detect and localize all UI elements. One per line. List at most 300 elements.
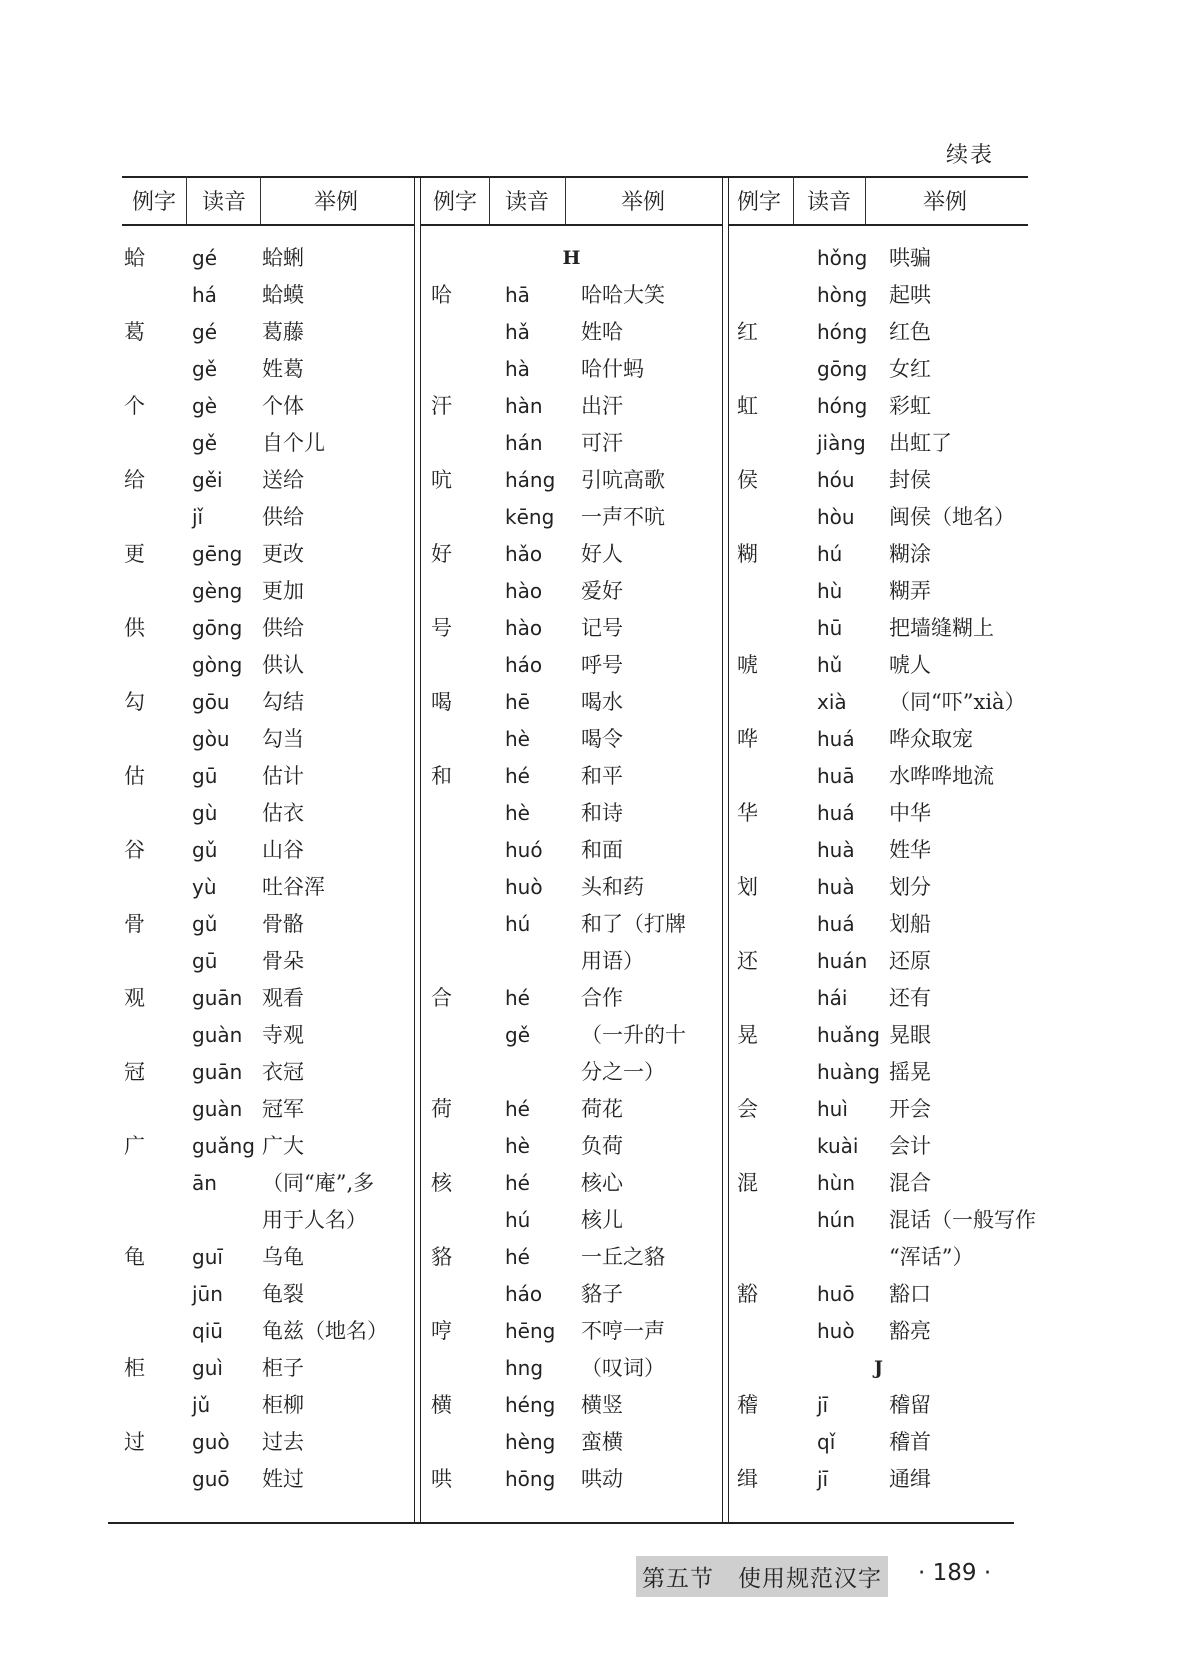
reading: hé [505, 1097, 530, 1121]
example-word: 封侯 [889, 468, 931, 492]
header-reading: 读音 [807, 190, 852, 215]
table-header [729, 176, 1028, 224]
table-row [729, 277, 1028, 314]
example-char: 划 [737, 875, 758, 899]
reading: gēng [192, 542, 243, 566]
reading: huō [817, 1282, 855, 1306]
reading: xià [817, 690, 847, 714]
table-row [122, 906, 414, 943]
table-row [729, 1387, 1028, 1424]
example-word: 不哼一声 [581, 1319, 665, 1343]
table-row [122, 832, 414, 869]
example-word: 起哄 [889, 283, 931, 307]
table-row [122, 1017, 414, 1054]
table-row [421, 832, 722, 869]
table-row [729, 943, 1028, 980]
table-row [729, 388, 1028, 425]
reading: gǔ [192, 838, 218, 862]
example-word: 女红 [889, 357, 931, 381]
example-word: 还原 [889, 949, 931, 973]
reading: héng [505, 1393, 556, 1417]
example-word: 哗众取宠 [889, 727, 973, 751]
reading: hè [505, 801, 530, 825]
example-word: 勾结 [262, 690, 304, 714]
example-char: 还 [737, 949, 758, 973]
example-char: 虹 [737, 394, 758, 418]
example-word: 和面 [581, 838, 623, 862]
reading: guò [192, 1430, 230, 1454]
reading: hàn [505, 394, 543, 418]
table-row [122, 536, 414, 573]
table-row [122, 980, 414, 1017]
table-row [729, 499, 1028, 536]
reading: huó [505, 838, 543, 862]
reading: hòu [817, 505, 855, 529]
reading: hóu [817, 468, 855, 492]
example-word: 哄动 [581, 1467, 623, 1491]
example-char: 哗 [737, 727, 758, 751]
table-row [421, 906, 722, 943]
example-word: （同“吓”xià） [889, 690, 1026, 714]
reading: huì [817, 1097, 848, 1121]
table-body [122, 240, 414, 1498]
table-row [729, 1165, 1028, 1202]
header-example: 举例 [621, 190, 666, 215]
section-letter-label: J [874, 1357, 883, 1379]
example-word: 更加 [262, 579, 304, 603]
table-row [421, 721, 722, 758]
example-char: 缉 [737, 1467, 758, 1491]
table-row [421, 1350, 722, 1387]
table-row [729, 832, 1028, 869]
example-word: 自个儿 [262, 431, 325, 455]
example-word: 一声不吭 [581, 505, 665, 529]
example-char: 哈 [431, 283, 452, 307]
table-row [729, 647, 1028, 684]
example-word: 用于人名） [262, 1208, 367, 1232]
table-row [421, 980, 722, 1017]
reading: huán [817, 949, 868, 973]
table-row [421, 462, 722, 499]
table-row [122, 1350, 414, 1387]
example-word: 分之一） [581, 1060, 665, 1084]
reading: huá [817, 727, 855, 751]
example-char: 侯 [737, 468, 758, 492]
example-word: 勾当 [262, 727, 304, 751]
reading: gě [192, 357, 217, 381]
header-divider [186, 176, 187, 224]
table-row [122, 1239, 414, 1276]
example-char: 混 [737, 1171, 758, 1195]
example-word: 蛤蟆 [262, 283, 304, 307]
example-word: 哈什蚂 [581, 357, 644, 381]
example-char: 貉 [431, 1245, 452, 1269]
reading: qiū [192, 1319, 223, 1343]
table-row [729, 536, 1028, 573]
example-char: 号 [431, 616, 452, 640]
example-char: 稽 [737, 1393, 758, 1417]
reading: jiàng [817, 431, 866, 455]
table-row [122, 1387, 414, 1424]
reading: há [192, 283, 217, 307]
section-title: 第五节 使用规范汉字 [636, 1556, 888, 1597]
example-word: 爱好 [581, 579, 623, 603]
example-word: 估衣 [262, 801, 304, 825]
section-letter [729, 1350, 1028, 1387]
reading: kuài [817, 1134, 859, 1158]
example-word: 山谷 [262, 838, 304, 862]
example-word: 还有 [889, 986, 931, 1010]
example-char: 勾 [124, 690, 145, 714]
example-word: 和平 [581, 764, 623, 788]
example-char: 汗 [431, 394, 452, 418]
example-word: 稽留 [889, 1393, 931, 1417]
example-word: 观看 [262, 986, 304, 1010]
example-char: 豁 [737, 1282, 758, 1306]
table-row [421, 1313, 722, 1350]
continued-label: 续表 [946, 143, 995, 168]
example-word: 过去 [262, 1430, 304, 1454]
reading: gōng [192, 616, 243, 640]
example-word: 闽侯（地名） [889, 505, 1015, 529]
example-word: 葛藤 [262, 320, 304, 344]
example-word: 供认 [262, 653, 304, 677]
table-row [421, 1017, 722, 1054]
reading: huàng [817, 1060, 880, 1084]
reading: gé [192, 246, 217, 270]
example-word: 通缉 [889, 1467, 931, 1491]
reading: guàn [192, 1097, 243, 1121]
example-word: 龟兹（地名） [262, 1319, 388, 1343]
table-row [421, 351, 722, 388]
table-row [122, 1276, 414, 1313]
example-word: 蛮横 [581, 1430, 623, 1454]
reading: guō [192, 1467, 230, 1491]
table-row [122, 1091, 414, 1128]
reading: hé [505, 986, 530, 1010]
example-word: 吐谷浑 [262, 875, 325, 899]
example-word: 引吭高歌 [581, 468, 665, 492]
page-number: · 189 · [918, 1560, 992, 1586]
example-word: 姓哈 [581, 320, 623, 344]
reading: gèng [192, 579, 243, 603]
reading: hú [505, 1208, 531, 1232]
example-word: 可汗 [581, 431, 623, 455]
table-row [122, 388, 414, 425]
table-row [421, 1239, 722, 1276]
reading: hēng [505, 1319, 556, 1343]
reading: háo [505, 653, 543, 677]
example-char: 葛 [124, 320, 145, 344]
reading: hèng [505, 1430, 556, 1454]
table-row [421, 943, 722, 980]
reading: hé [505, 1245, 530, 1269]
header-char: 例字 [737, 190, 782, 215]
table-row [729, 869, 1028, 906]
example-word: 核心 [581, 1171, 623, 1195]
header-reading: 读音 [202, 190, 247, 215]
section-letter-label: H [562, 247, 581, 269]
table-row [122, 1424, 414, 1461]
reading: huò [817, 1319, 855, 1343]
table-row [421, 1054, 722, 1091]
example-char: 供 [124, 616, 145, 640]
example-char: 晃 [737, 1023, 758, 1047]
header-divider [865, 176, 866, 224]
reading: huá [817, 912, 855, 936]
table-row [729, 351, 1028, 388]
example-word: 冠军 [262, 1097, 304, 1121]
table-row [421, 314, 722, 351]
reading: huà [817, 838, 855, 862]
table-row [122, 277, 414, 314]
reading: guī [192, 1245, 223, 1269]
reading: guì [192, 1356, 223, 1380]
reading: guān [192, 986, 243, 1010]
table-row [729, 1461, 1028, 1498]
example-word: “浑话”） [889, 1245, 974, 1269]
example-word: 一丘之貉 [581, 1245, 665, 1269]
section-letter [421, 240, 722, 277]
reading: hǎ [505, 320, 530, 344]
example-word: 摇晃 [889, 1060, 931, 1084]
table-row [421, 1387, 722, 1424]
example-char: 个 [124, 394, 145, 418]
table-row [122, 499, 414, 536]
example-word: 哄骗 [889, 246, 931, 270]
reading: hōng [505, 1467, 556, 1491]
reading: yù [192, 875, 217, 899]
table-row [122, 758, 414, 795]
reading: gě [505, 1023, 530, 1047]
example-char: 红 [737, 320, 758, 344]
table-row [729, 573, 1028, 610]
example-word: 记号 [581, 616, 623, 640]
table-column-3 [729, 176, 1036, 1536]
example-word: 糊涂 [889, 542, 931, 566]
reading: huā [817, 764, 855, 788]
example-word: 豁口 [889, 1282, 931, 1306]
example-word: 呼号 [581, 653, 623, 677]
example-char: 观 [124, 986, 145, 1010]
example-word: 估计 [262, 764, 304, 788]
table-row [729, 1054, 1028, 1091]
table-row [421, 1461, 722, 1498]
reading: jǔ [192, 1393, 211, 1417]
table-row [421, 1276, 722, 1313]
reading: jūn [192, 1282, 223, 1306]
example-char: 谷 [124, 838, 145, 862]
table-row [421, 758, 722, 795]
table-header [122, 176, 414, 224]
reading: hú [817, 542, 843, 566]
table-row [122, 795, 414, 832]
table-row [122, 1165, 414, 1202]
example-word: 横竖 [581, 1393, 623, 1417]
table-row [421, 684, 722, 721]
table-row [122, 1054, 414, 1091]
example-word: 水哗哗地流 [889, 764, 994, 788]
table-row [421, 277, 722, 314]
example-word: 送给 [262, 468, 304, 492]
table-row [729, 980, 1028, 1017]
reading: gòu [192, 727, 230, 751]
table-row [729, 425, 1028, 462]
example-char: 过 [124, 1430, 145, 1454]
example-word: 供给 [262, 616, 304, 640]
table-column-1 [122, 176, 414, 1536]
table-row [729, 1202, 1036, 1239]
reading: jī [817, 1467, 829, 1491]
example-char: 冠 [124, 1060, 145, 1084]
example-word: 荷花 [581, 1097, 623, 1121]
reading: hng [505, 1356, 544, 1380]
table-row [122, 240, 414, 277]
table-row [421, 869, 722, 906]
reading: huǎng [817, 1023, 880, 1047]
example-char: 骨 [124, 912, 145, 936]
example-word: 红色 [889, 320, 931, 344]
reading: hào [505, 616, 543, 640]
reading: jī [817, 1393, 829, 1417]
table-row [729, 684, 1028, 721]
table-row [729, 758, 1028, 795]
example-word: 划分 [889, 875, 931, 899]
table-row [421, 573, 722, 610]
example-word: 喝水 [581, 690, 623, 714]
table-row [729, 1313, 1028, 1350]
example-word: 喝令 [581, 727, 623, 751]
example-word: 混话（一般写作 [889, 1208, 1036, 1232]
table-row [729, 721, 1028, 758]
reading: guàn [192, 1023, 243, 1047]
reading: ān [192, 1171, 217, 1195]
reading: gé [192, 320, 217, 344]
example-word: 供给 [262, 505, 304, 529]
example-word: 骨朵 [262, 949, 304, 973]
reading: gōu [192, 690, 230, 714]
column-divider-2a [722, 176, 723, 1522]
table-row [729, 906, 1028, 943]
table-row [729, 240, 1028, 277]
reading: hē [505, 690, 530, 714]
table-row [421, 1424, 722, 1461]
table-row [729, 462, 1028, 499]
header-example: 举例 [923, 190, 968, 215]
example-char: 华 [737, 801, 758, 825]
reading: hái [817, 986, 848, 1010]
table-row [729, 795, 1028, 832]
table-row [421, 1165, 722, 1202]
reading: hóng [817, 394, 868, 418]
header-divider [565, 176, 566, 224]
example-char: 龟 [124, 1245, 145, 1269]
reading: huò [505, 875, 543, 899]
example-word: （同“庵”,多 [262, 1171, 375, 1195]
reading: hè [505, 727, 530, 751]
example-char: 广 [124, 1134, 145, 1158]
example-word: 出汗 [581, 394, 623, 418]
example-word: 合作 [581, 986, 623, 1010]
example-char: 估 [124, 764, 145, 788]
table-row [729, 1128, 1028, 1165]
reading: gè [192, 394, 217, 418]
reading: gū [192, 949, 218, 973]
example-word: 个体 [262, 394, 304, 418]
example-char: 和 [431, 764, 452, 788]
reading: gōng [817, 357, 868, 381]
table-row [421, 647, 722, 684]
reading: hú [505, 912, 531, 936]
table-row [122, 1128, 414, 1165]
reading: hǎo [505, 542, 543, 566]
example-char: 合 [431, 986, 452, 1010]
header-rule [421, 224, 722, 226]
reading: hé [505, 764, 530, 788]
table-row [122, 1461, 414, 1498]
table-row [729, 314, 1028, 351]
table-header [421, 176, 722, 224]
table-row [122, 721, 414, 758]
example-word: 姓过 [262, 1467, 304, 1491]
table-row [729, 1276, 1028, 1313]
example-char: 吭 [431, 468, 452, 492]
table-row [421, 1091, 722, 1128]
reading: hùn [817, 1171, 856, 1195]
example-word: 头和药 [581, 875, 644, 899]
header-divider [793, 176, 794, 224]
reading: huá [817, 801, 855, 825]
table-row [729, 1091, 1028, 1128]
table-row [421, 610, 722, 647]
reading: gě [192, 431, 217, 455]
reading: guān [192, 1060, 243, 1084]
reading: gěi [192, 468, 223, 492]
example-word: 混合 [889, 1171, 931, 1195]
table-row [729, 1239, 1028, 1276]
example-word: 柜柳 [262, 1393, 304, 1417]
table-row [122, 462, 414, 499]
header-rule [122, 224, 414, 226]
reading: háng [505, 468, 556, 492]
table-row [122, 425, 414, 462]
reading: hóng [817, 320, 868, 344]
example-char: 好 [431, 542, 452, 566]
table-row [729, 1424, 1028, 1461]
table-column-2 [421, 176, 722, 1536]
example-word: 姓葛 [262, 357, 304, 381]
example-word: 哈哈大笑 [581, 283, 665, 307]
example-word: （叹词） [581, 1356, 665, 1380]
example-word: 豁亮 [889, 1319, 931, 1343]
reading: hè [505, 1134, 530, 1158]
reading: huà [817, 875, 855, 899]
table-row [122, 1202, 414, 1239]
example-word: 柜子 [262, 1356, 304, 1380]
example-word: 会计 [889, 1134, 931, 1158]
example-word: 中华 [889, 801, 931, 825]
table-row [421, 1202, 722, 1239]
example-word: 开会 [889, 1097, 931, 1121]
example-char: 更 [124, 542, 145, 566]
header-divider [260, 176, 261, 224]
column-divider-1a [414, 176, 415, 1522]
example-word: 划船 [889, 912, 931, 936]
table-row [122, 314, 414, 351]
example-word: 用语） [581, 949, 644, 973]
reading: gù [192, 801, 218, 825]
example-word: 龟裂 [262, 1282, 304, 1306]
